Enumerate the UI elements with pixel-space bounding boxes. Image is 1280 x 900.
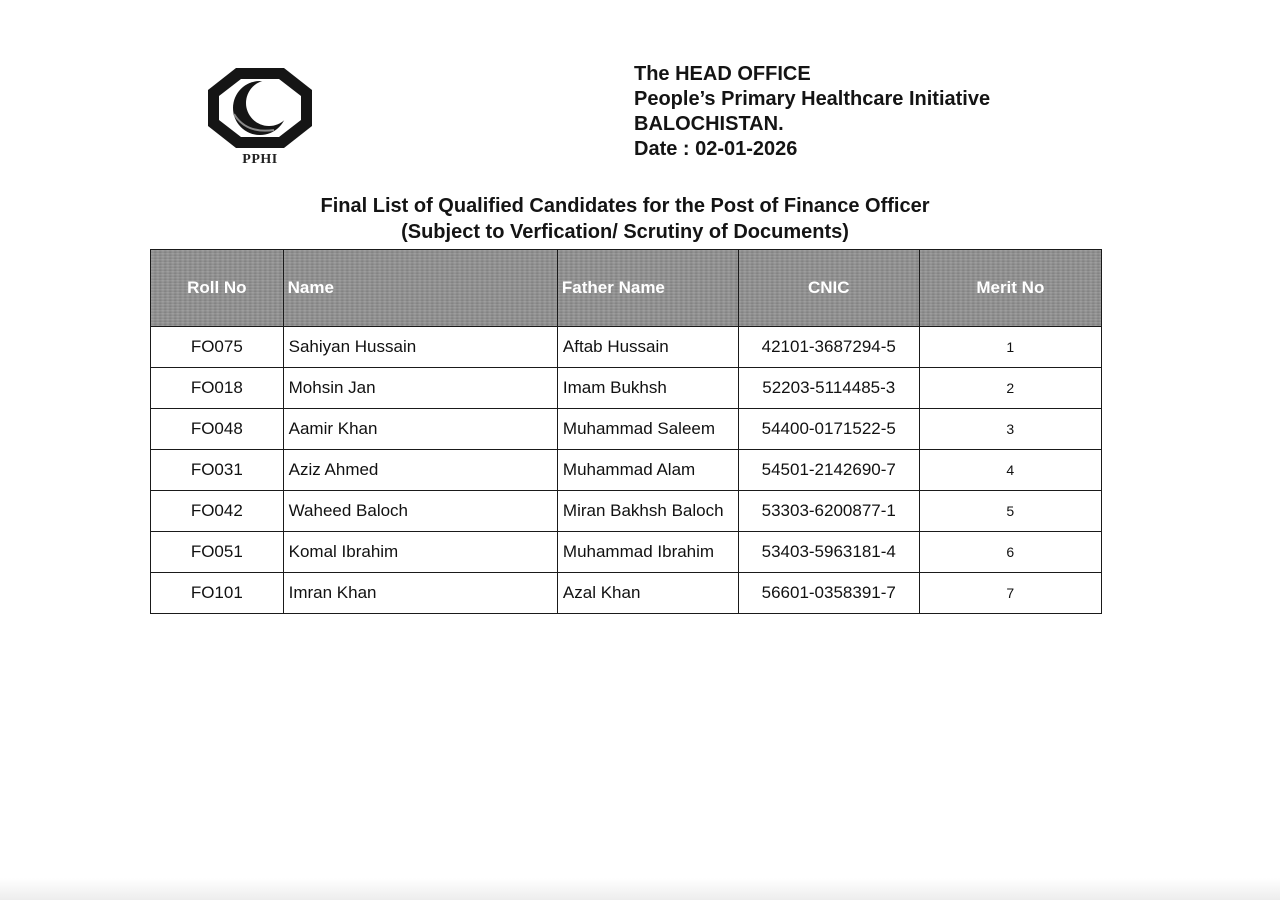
cell-name: Aamir Khan — [283, 409, 557, 450]
header-name: Name — [283, 250, 557, 327]
cell-merit-no: 6 — [919, 532, 1101, 573]
table-row — [151, 532, 1102, 573]
cell-name: Komal Ibrahim — [283, 532, 557, 573]
cell-name: Sahiyan Hussain — [283, 327, 557, 368]
header-merit-no: Merit No — [919, 250, 1101, 327]
cell-merit-no: 7 — [919, 573, 1101, 614]
cell-roll-no: FO031 — [151, 450, 284, 491]
logo-text: PPHI — [242, 152, 278, 167]
cell-merit-no: 1 — [919, 327, 1101, 368]
table-header-row — [151, 250, 1102, 327]
cell-roll-no: FO075 — [151, 327, 284, 368]
cell-father-name: Imam Bukhsh — [557, 368, 738, 409]
cell-father-name: Miran Bakhsh Baloch — [557, 491, 738, 532]
cell-name: Aziz Ahmed — [283, 450, 557, 491]
cell-merit-no: 4 — [919, 450, 1101, 491]
pphi-crescent-octagon-logo-icon — [204, 64, 316, 152]
cell-name: Imran Khan — [283, 573, 557, 614]
cell-father-name: Muhammad Alam — [557, 450, 738, 491]
cell-father-name: Azal Khan — [557, 573, 738, 614]
office-name: The HEAD OFFICE — [634, 63, 811, 85]
cell-merit-no: 5 — [919, 491, 1101, 532]
scan-edge-shadow — [0, 878, 1280, 900]
header-father-name: Father Name — [557, 250, 738, 327]
table-row — [151, 573, 1102, 614]
cell-cnic: 52203-5114485-3 — [738, 368, 919, 409]
pphi-logo — [204, 64, 316, 172]
table-row — [151, 368, 1102, 409]
organization-name: People’s Primary Healthcare Initiative — [634, 88, 991, 110]
table-header — [151, 250, 1102, 327]
table-body — [151, 327, 1102, 614]
cell-cnic: 56601-0358391-7 — [738, 573, 919, 614]
cell-roll-no: FO048 — [151, 409, 284, 450]
cell-roll-no: FO042 — [151, 491, 284, 532]
cell-cnic: 53303-6200877-1 — [738, 491, 919, 532]
cell-cnic: 54400-0171522-5 — [738, 409, 919, 450]
cell-name: Mohsin Jan — [283, 368, 557, 409]
table-row — [151, 450, 1102, 491]
province-name: BALOCHISTAN. — [634, 113, 784, 135]
cell-cnic: 42101-3687294-5 — [738, 327, 919, 368]
document-title — [200, 193, 1050, 245]
cell-roll-no: FO101 — [151, 573, 284, 614]
cell-cnic: 54501-2142690-7 — [738, 450, 919, 491]
table-row — [151, 491, 1102, 532]
table-row — [151, 409, 1102, 450]
title-subtitle: (Subject to Verfication/ Scrutiny of Documents) — [401, 221, 849, 243]
cell-cnic: 53403-5963181-4 — [738, 532, 919, 573]
office-header — [634, 62, 990, 162]
cell-merit-no: 3 — [919, 409, 1101, 450]
document-date: Date : 02-01-2026 — [634, 138, 798, 160]
table-row — [151, 327, 1102, 368]
candidates-table — [150, 249, 1102, 614]
header-cnic: CNIC — [738, 250, 919, 327]
cell-father-name: Muhammad Ibrahim — [557, 532, 738, 573]
cell-name: Waheed Baloch — [283, 491, 557, 532]
title-main: Final List of Qualified Candidates for the Post of Finance Officer — [320, 195, 930, 217]
cell-roll-no: FO051 — [151, 532, 284, 573]
header-roll-no: Roll No — [151, 250, 284, 327]
cell-father-name: Muhammad Saleem — [557, 409, 738, 450]
cell-father-name: Aftab Hussain — [557, 327, 738, 368]
cell-merit-no: 2 — [919, 368, 1101, 409]
cell-roll-no: FO018 — [151, 368, 284, 409]
